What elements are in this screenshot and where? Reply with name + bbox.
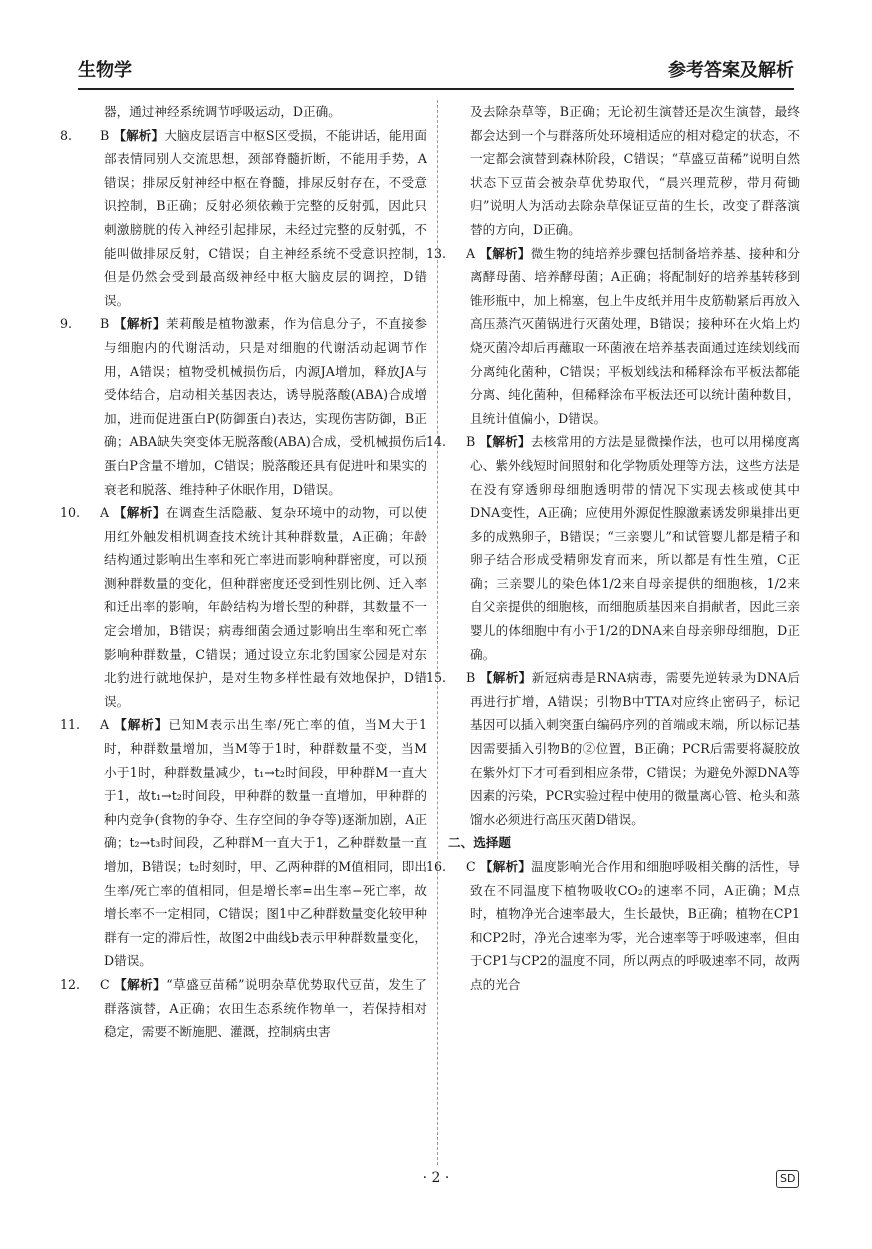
left-column — [60, 100, 428, 1044]
analysis-tag: 【解析】 — [479, 434, 531, 450]
question-list — [426, 242, 801, 832]
analysis-tag: 【解析】 — [479, 670, 532, 686]
answer-letter: C — [466, 859, 476, 874]
subject-title: 生物学 — [78, 60, 132, 81]
question-number: 12. — [60, 976, 81, 992]
analysis-tag: 【解析】 — [113, 316, 167, 332]
question-number: 13. — [426, 245, 447, 261]
analysis-tag: 【解析】 — [114, 976, 167, 992]
question-number: 10. — [60, 505, 81, 521]
analysis-text: 已知M表示出生率/死亡率的值，当M大于1时，种群数量增加，当M等于1时，种群数量不变，当M小于1时，种群数量减少，t₁→t₂时间段，甲种群M一直大于1，故t₁→t₂时间段，甲种群的数量一直增加，甲种群的种内竞争(食物的争夺、生存空间的争夺等)逐渐加剧，A正确；t₂→t₃时间段，乙种群M一直大于1，乙种群数量一直增加，B错误；t₂时刻时，甲、乙两种群的M值相同，即出生率/死亡率的值相同，但是增长率=出生率−死亡率，故增长率不一定相同，C错误；图1中乙种群数量变化较甲种群有一定的滞后性，故图2中曲线b表示甲种群数量变化，D错误。 — [104, 717, 428, 969]
analysis-text: 新冠病毒是RNA病毒，需要先逆转录为DNA后再进行扩增，A错误；引物B中TTA对应终止密码子，标记基因可以插入刺突蛋白编码序列的首端或末端，所以标记基因需要插入引物B的②位置，B正确；PCR后需要将凝胶放在紫外灯下才可看到相应条带，C错误；为避免外源DNA等因素的污染，PCR实验过程中使用的微量离心管、枪头和蒸馏水必须进行高压灭菌D错误。 — [470, 670, 801, 827]
analysis-tag: 【解析】 — [479, 859, 532, 874]
answer-item — [426, 242, 800, 431]
question-number: 14. — [426, 434, 447, 450]
answer-item — [60, 973, 427, 1044]
analysis-text: 茉莉酸是植物激素，作为信息分子，不直接参与细胞内的代谢活动，只是对细胞的代谢活动起调节作用，A错误；植物受机械损伤后，内源JA增加，释放JA与受体结合，启动相关基因表达，诱导脱落酸(ABA)合成增加，进而促进蛋白P(防御蛋白)表达，实现伤害防御，B正确；ABA缺失突变体无脱落酸(ABA)合成，受机械损伤后蛋白P含量不增加，C错误；脱落酸还具有促进叶和果实的衰老和脱落、维持种子休眠作用，D错误。 — [104, 316, 428, 497]
page-header — [78, 56, 794, 86]
analysis-text: 去核常用的方法是显微操作法，也可以用梯度离心、紫外线短时间照射和化学物质处理等方法，这些方法是在没有穿透卵母细胞透明带的情况下实现去核或使其中DNA变性，A正确；应使用外源促性腺激素诱发卵巢排出更多的成熟卵子，B错误；“三亲婴儿”和试管婴儿都是精子和卵子结合形成受精卵发育而来，所以都是有性生殖，C正确；三亲婴儿的染色体1/2来自母亲提供的细胞核，1/2来自父亲提供的细胞核，而细胞质基因来自捐献者，因此三亲婴儿的体细胞中有小于1/2的DNA来自母亲卵母细胞，D正确。 — [470, 434, 801, 662]
right-column — [426, 100, 801, 997]
edition-badge: SD — [776, 1170, 799, 1188]
continuation-text: 器，通过神经系统调节呼吸运动，D正确。 — [104, 104, 341, 119]
analysis-tag: 【解析】 — [114, 717, 169, 733]
answer-letter: B — [100, 127, 110, 143]
answer-item — [426, 430, 801, 666]
answer-letter: A — [466, 245, 476, 261]
answer-letter: C — [100, 976, 110, 992]
analysis-text: 温度影响光合作用和细胞呼吸相关酶的活性，导致在不同温度下植物吸收CO₂的速率不同，A正确；M点时，植物净光合速率最大，生长最快，B正确；植物在CP1和CP2时，净光合速率为零，光合速率等于呼吸速率，但由于CP1与CP2的温度不同，所以两点的呼吸速率不同，故两点的光合 — [470, 859, 801, 992]
answer-item — [60, 124, 427, 313]
question-number: 15. — [426, 670, 447, 686]
question-number: 9. — [60, 316, 73, 332]
analysis-text: 大脑皮层语言中枢S区受损，不能讲话，能用面部表情同别人交流思想，颈部脊髓折断，不能用手势，A错误；排尿反射神经中枢在脊髓，排尿反射存在，不受意识控制，B正确；反射必须依赖于完整的反射弧，因此只刺激膀胱的传入神经引起排尿，未经过完整的反射弧，不能叫做排尿反射，C错误；自主神经系统不受意识控制，但是仍然会受到最高级神经中枢大脑皮层的调控，D错误。 — [104, 127, 427, 308]
answer-item — [60, 713, 428, 973]
answer-letter: A — [100, 505, 110, 521]
question-number: 8. — [60, 127, 73, 143]
answer-letter: B — [100, 316, 110, 332]
answer-item — [60, 501, 427, 713]
question-list — [426, 855, 801, 997]
analysis-tag: 【解析】 — [113, 505, 166, 521]
page-number: · 2 · — [422, 1170, 450, 1186]
answer-item — [426, 666, 801, 831]
question-list — [60, 124, 428, 1044]
doc-title: 参考答案及解析 — [668, 60, 794, 81]
analysis-text: 在调查生活隐蔽、复杂环境中的动物，可以使用红外触发相机调查技术统计其种群数量，A正确；年龄结构通过影响出生率和死亡率进而影响种群密度，可以预测种群数量的变化，但种群密度还受到性别比例、迁入率和迁出率的影响，年龄结构为增长型的种群，其数量不一定会增加，B错误；病毒细菌会通过影响出生率和死亡率影响种群数量，C错误；通过设立东北豹国家公园是对东北豹进行就地保护，是对生物多样性最有效地保护，D错误。 — [104, 505, 427, 709]
analysis-text: 微生物的纯培养步骤包括制备培养基、接种和分离酵母菌、培养酵母菌；A正确；将配制好的培养基转移到锥形瓶中，加上棉塞，包上牛皮纸并用牛皮筋勒紧后再放入高压蒸汽灭菌锅进行灭菌处理，B错误；接种环在火焰上灼烧灭菌冷却后再蘸取一环菌液在培养基表面通过连续划线而分离纯化菌种，C错误；平板划线法和稀释涂布平板法都能分离、纯化菌种，但稀释涂布平板法还可以统计菌种数目，且统计值偏小，D错误。 — [470, 245, 800, 426]
question-number: 16. — [426, 859, 447, 874]
analysis-text: “草盛豆苗稀”说明杂草优势取代豆苗，发生了群落演替，A正确；农田生态系统作物单一，若保持相对稳定，需要不断施肥、灌溉，控制病虫害 — [104, 976, 427, 1040]
question-number: 11. — [60, 717, 81, 733]
analysis-tag: 【解析】 — [479, 245, 531, 261]
header-rule — [78, 88, 794, 90]
answer-letter: B — [466, 434, 476, 450]
section-heading: 二、选择题 — [448, 835, 511, 851]
answer-letter: A — [100, 717, 110, 733]
analysis-tag: 【解析】 — [113, 127, 165, 143]
answer-item — [426, 855, 801, 997]
answer-letter: B — [466, 670, 476, 686]
answer-item — [60, 312, 428, 501]
continuation-text: 及去除杂草等，B正确；无论初生演替还是次生演替，最终都会达到一个与群落所处环境相适应的相对稳定的状态，不一定都会演替到森林阶段，C错误；“草盛豆苗稀”说明自然状态下豆苗会被杂草优势取代，“晨兴理荒秽，带月荷锄归”说明人为活动去除杂草保证豆苗的生长，改变了群落演替的方向，D正确。 — [470, 104, 800, 237]
